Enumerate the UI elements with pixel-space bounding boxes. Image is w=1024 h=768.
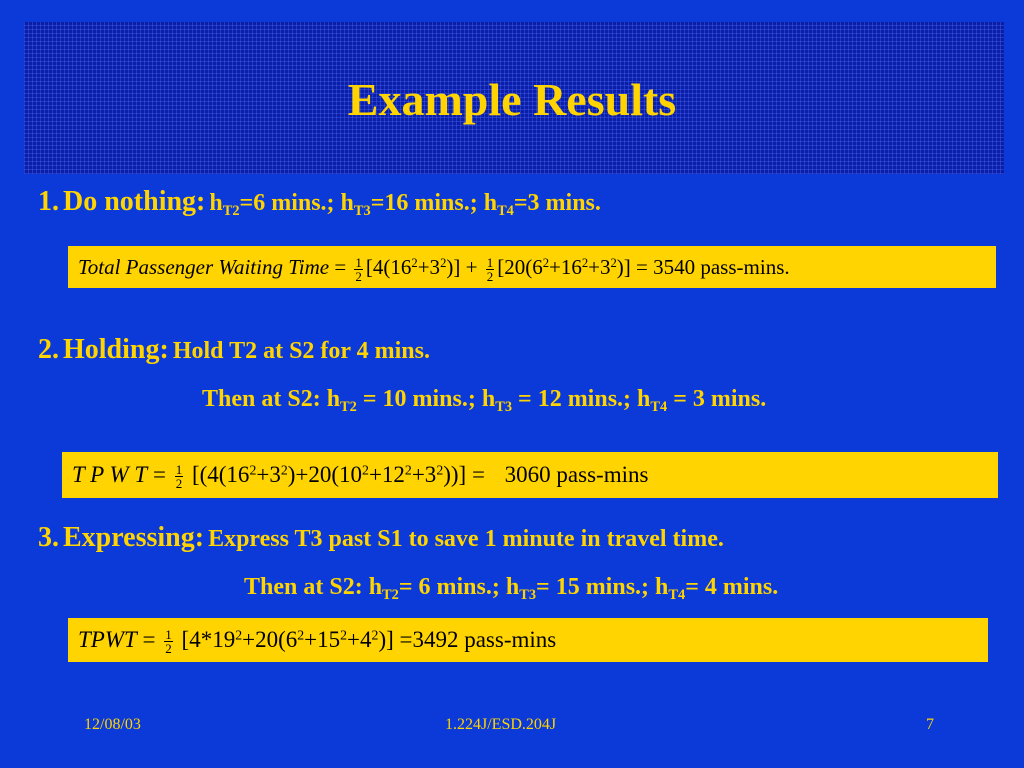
item-1-heading bbox=[38, 186, 601, 218]
item-3-formula-lead: TPWT bbox=[78, 627, 137, 652]
item-1-formula-box: Total Passenger Waiting Time = $\frac{1}{2}$ $[4(16^2+3^2)]$ + $\frac{1}{2}$ $[20(6^2+16^2+3^2)] = 3540$ pass-mins. bbox=[68, 246, 996, 288]
item-3-heading bbox=[38, 522, 724, 554]
item-3-then: Then at S2: $h_{T2}= 6$ mins.; $h_{T3}= 15$ mins.; $h_{T4}= 4$ mins. bbox=[244, 574, 779, 604]
item-2-then: Then at S2: $h_{T2} = 10$ mins.; $h_{T3} = 12$ mins.; $h_{T4} = 3$ mins. bbox=[202, 386, 767, 416]
item-1-number: 1. bbox=[38, 186, 59, 217]
item-3-label: Expressing: bbox=[63, 522, 205, 553]
slide-title: Example Results bbox=[347, 74, 677, 125]
item-2-description: Hold T2 at S2 for 4 mins. bbox=[172, 338, 430, 364]
item-1-values: $h_{T2}=6$ mins.; $h_{T3}=16$ mins.; $h_{T4}=3$ mins. bbox=[209, 190, 601, 220]
item-3-formula-box: TPWT = $\frac{1}{2}$ $[4*19^2+20(6^2+15^2+4^2)] =3492$ pass-mins bbox=[68, 618, 988, 662]
item-2-label: Holding: bbox=[63, 334, 169, 365]
item-3-formula-body: $[4*19^2+20(6^2+15^2+4^2)] =3492$ pass-mins bbox=[181, 627, 557, 652]
item-2-formula-lead: T P W T bbox=[72, 462, 148, 487]
item-1-formula-part-1: $[4(16^2+3^2)]$ + bbox=[365, 255, 483, 279]
item-1-fraction-2: $\frac{1}{2}$ bbox=[486, 254, 494, 284]
item-2-formula-body: $[(4(16^2+3^2)+20(10^2+12^2+3^2))]$ = bbox=[191, 462, 485, 487]
footer-course: 1.224J/ESD.204J bbox=[445, 716, 557, 733]
item-1-formula-part-2: $[20(6^2+16^2+3^2)] = 3540$ pass-mins. bbox=[497, 255, 790, 279]
item-1-fraction-1: $\frac{1}{2}$ bbox=[355, 254, 362, 284]
item-1-label: Do nothing: bbox=[63, 186, 206, 217]
footer-page-number: 7 bbox=[926, 716, 934, 733]
item-2-heading bbox=[38, 334, 430, 366]
item-3-description: Express T3 past S1 to save 1 minute in travel time. bbox=[208, 526, 724, 552]
item-3-fraction: $\frac{1}{2}$ bbox=[165, 627, 172, 657]
item-2-formula-box: T P W T = $\frac{1}{2}$ $[(4(16^2+3^2)+20(10^2+12^2+3^2))] = 3060$ pass-mins bbox=[62, 452, 998, 498]
item-1-formula-lead: Total Passenger Waiting Time bbox=[78, 255, 330, 279]
item-2-result: 3060 pass-mins bbox=[504, 462, 649, 487]
item-2-fraction: $\frac{1}{2}$ bbox=[175, 462, 183, 492]
item-3-number: 3. bbox=[38, 522, 59, 553]
item-2-number: 2. bbox=[38, 334, 59, 365]
footer-date: 12/08/03 bbox=[84, 716, 141, 733]
